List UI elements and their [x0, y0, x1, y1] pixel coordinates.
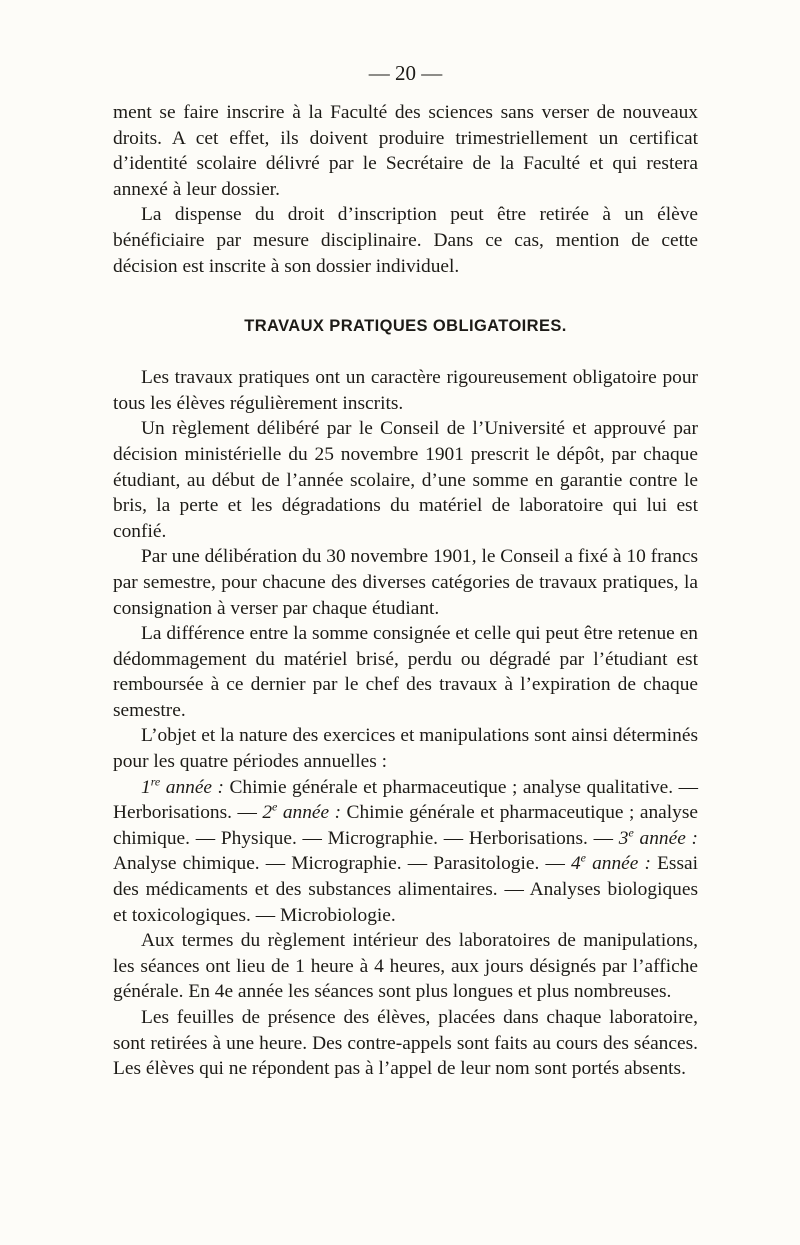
year-4-text: Essai des médicaments et des substances alimentaires. — Analyses biologiques et toxicologiques. — Microbiologie. [113, 853, 699, 926]
paragraph-feuilles: Les feuilles de présence des élèves, placées dans chaque laboratoire, sont retirées à une heure. Des contre-appels sont faits au cours des séances. Les élèves qui ne répondent pas à l’appel de leur nom sont portés absents. [113, 1007, 698, 1080]
section-heading: TRAVAUX PRATIQUES OBLIGATOIRES. [244, 317, 567, 336]
year-1-text: Chimie générale et pharmaceutique ; analyse qualitative. — Herborisations. — [113, 776, 698, 824]
paragraph-seances: Aux termes du règlement intérieur des laboratoires de manipulations, les séances ont lieu de 1 heure à 4 heures, aux jours désignés par l’affiche générale. En 4e année les séances sont plus longues et plus nombreuses. [113, 930, 698, 1003]
year-2-text: Chimie générale et pharmaceutique ; analyse chimique. — Physique. — Micrographie. — Herborisations. — [113, 802, 698, 849]
paragraph-dispense: La dispense du droit d’inscription peut être retirée à un élève bénéficiaire par mesure disciplinaire. Dans ce cas, mention de cette décision est inscrite à son dossier individuel. [113, 204, 698, 277]
year-1-label: 1re année : [141, 774, 224, 798]
paragraph-years [113, 775, 698, 929]
paragraph-objet: L’objet et la nature des exercices et manipulations sont ainsi déterminés pour les quatre périodes annuelles : [113, 725, 698, 773]
year-3-label: 3e année : [618, 825, 698, 849]
paragraph-difference: La différence entre la somme consignée et celle qui peut être retenue en dédommagement du matériel brisé, perdu ou dégradé par l’étudiant est remboursée à ce dernier par le chef des travaux à l’expiration de chaque semestre. [113, 623, 698, 721]
document-page [113, 58, 698, 1082]
year-4-label: 4e année : [570, 850, 651, 875]
paragraph-obligatoire: Les travaux pratiques ont un caractère rigoureusement obligatoire pour tous les élèves régulièrement inscrits. [113, 367, 698, 414]
paragraph-deliberation: Par une délibération du 30 novembre 1901, le Conseil a fixé à 10 francs par semestre, pour chacune des diverses catégories de travaux pratiques, la consignation à verser par chaque étudiant. [113, 546, 698, 619]
page-number: — 20 — [368, 61, 443, 85]
year-3-text: Analyse chimique. — Micrographie. — Parasitologie. — [113, 853, 571, 875]
year-2-label: 2e année : [262, 799, 342, 824]
paragraph-continuation: ment se faire inscrire à la Faculté des sciences sans verser de nouveaux droits. A cet effet, ils doivent produire trimestriellement un certificat d’identité scolaire délivré par le Secrétaire de la Faculté et qui restera annexé à leur dossier. [113, 102, 698, 200]
paragraph-reglement: Un règlement délibéré par le Conseil de l’Université et approuvé par décision ministérielle du 25 novembre 1901 prescrit le dépôt, par chaque étudiant, au début de l’année scolaire, d’une somme en garantie contre le bris, la perte et les dégradations du matériel de laboratoire qui lui est confié. [113, 418, 698, 542]
